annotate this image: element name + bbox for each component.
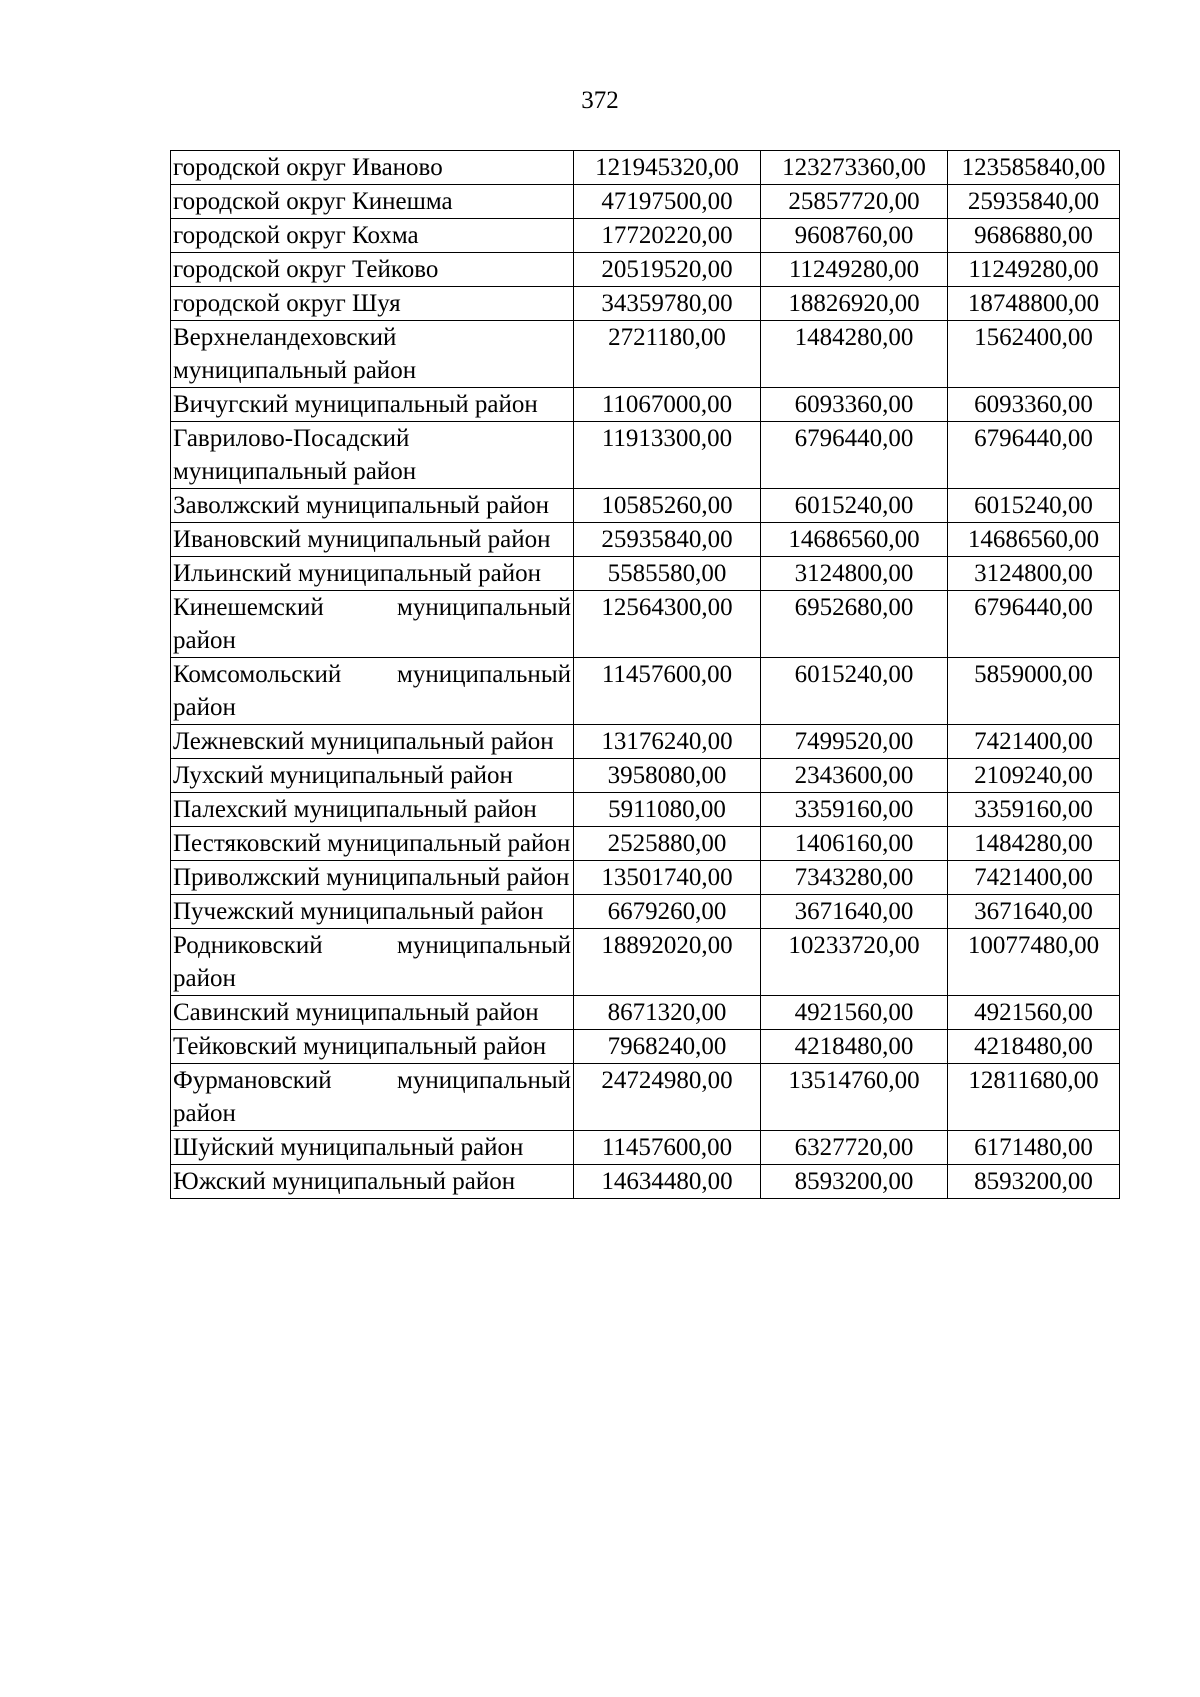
municipality-name: Родниковский муниципальный район [171,929,574,996]
value-col-3: 10077480,00 [948,929,1120,996]
table-row [171,388,1120,422]
value-col-2: 3124800,00 [761,557,948,591]
value-col-1: 11913300,00 [574,422,761,489]
value-col-3: 14686560,00 [948,523,1120,557]
value-col-1: 2721180,00 [574,321,761,388]
table-row [171,185,1120,219]
table-row [171,321,1120,388]
value-col-2: 6327720,00 [761,1131,948,1165]
value-col-1: 11067000,00 [574,388,761,422]
municipality-name: Ивановский муниципальный район [171,523,574,557]
value-col-2: 6796440,00 [761,422,948,489]
municipality-name: Приволжский муниципальный район [171,861,574,895]
value-col-1: 25935840,00 [574,523,761,557]
municipality-name: Ильинский муниципальный район [171,557,574,591]
value-col-2: 10233720,00 [761,929,948,996]
value-col-1: 6679260,00 [574,895,761,929]
table-row [171,287,1120,321]
value-col-1: 8671320,00 [574,996,761,1030]
table-row [171,658,1120,725]
value-col-1: 11457600,00 [574,1131,761,1165]
value-col-2: 13514760,00 [761,1064,948,1131]
municipality-name: Палехский муниципальный район [171,793,574,827]
value-col-3: 3359160,00 [948,793,1120,827]
table-row [171,1030,1120,1064]
value-col-2: 1406160,00 [761,827,948,861]
value-col-2: 6015240,00 [761,489,948,523]
municipality-name: Пучежский муниципальный район [171,895,574,929]
value-col-1: 2525880,00 [574,827,761,861]
value-col-3: 1562400,00 [948,321,1120,388]
value-col-2: 3359160,00 [761,793,948,827]
page-number: 372 [581,87,619,114]
value-col-3: 6171480,00 [948,1131,1120,1165]
value-col-1: 20519520,00 [574,253,761,287]
table-body [171,151,1120,1199]
value-col-1: 3958080,00 [574,759,761,793]
municipality-name: Комсомольский муниципальный район [171,658,574,725]
value-col-3: 12811680,00 [948,1064,1120,1131]
value-col-3: 9686880,00 [948,219,1120,253]
table-row [171,827,1120,861]
table-row [171,1064,1120,1131]
value-col-2: 7343280,00 [761,861,948,895]
value-col-1: 5911080,00 [574,793,761,827]
value-col-3: 3671640,00 [948,895,1120,929]
municipality-name: Фурмановский муниципальный район [171,1064,574,1131]
value-col-2: 8593200,00 [761,1165,948,1199]
value-col-3: 25935840,00 [948,185,1120,219]
table-row [171,725,1120,759]
value-col-3: 8593200,00 [948,1165,1120,1199]
value-col-3: 5859000,00 [948,658,1120,725]
value-col-1: 5585580,00 [574,557,761,591]
table-row [171,929,1120,996]
value-col-1: 7968240,00 [574,1030,761,1064]
table-row [171,219,1120,253]
table-row [171,895,1120,929]
value-col-2: 3671640,00 [761,895,948,929]
value-col-3: 6796440,00 [948,591,1120,658]
table-row [171,1165,1120,1199]
table-row [171,1131,1120,1165]
table-row [171,253,1120,287]
municipality-name: Савинский муниципальный район [171,996,574,1030]
municipality-name: Пестяковский муниципальный район [171,827,574,861]
table-row [171,759,1120,793]
value-col-1: 13501740,00 [574,861,761,895]
value-col-2: 25857720,00 [761,185,948,219]
table-row [171,523,1120,557]
value-col-3: 6796440,00 [948,422,1120,489]
municipality-name: Вичугский муниципальный район [171,388,574,422]
municipality-name: Кинешемский муниципальный район [171,591,574,658]
value-col-1: 24724980,00 [574,1064,761,1131]
municipality-name: городской округ Иваново [171,151,574,185]
budget-table [170,150,1120,1199]
value-col-1: 14634480,00 [574,1165,761,1199]
value-col-1: 12564300,00 [574,591,761,658]
table-row [171,422,1120,489]
table-row [171,996,1120,1030]
municipality-name: Гаврилово-Посадский муниципальный район [171,422,574,489]
value-col-2: 14686560,00 [761,523,948,557]
value-col-2: 123273360,00 [761,151,948,185]
municipality-name: Лежневский муниципальный район [171,725,574,759]
value-col-2: 9608760,00 [761,219,948,253]
value-col-3: 6015240,00 [948,489,1120,523]
municipality-name: Южский муниципальный район [171,1165,574,1199]
table-row [171,793,1120,827]
value-col-2: 18826920,00 [761,287,948,321]
value-col-1: 18892020,00 [574,929,761,996]
municipality-name: Верхнеландеховский муниципальный район [171,321,574,388]
value-col-3: 7421400,00 [948,861,1120,895]
value-col-3: 6093360,00 [948,388,1120,422]
municipality-name: городской округ Тейково [171,253,574,287]
value-col-1: 47197500,00 [574,185,761,219]
municipality-name: Заволжский муниципальный район [171,489,574,523]
value-col-1: 34359780,00 [574,287,761,321]
value-col-1: 121945320,00 [574,151,761,185]
value-col-2: 11249280,00 [761,253,948,287]
value-col-1: 11457600,00 [574,658,761,725]
value-col-3: 4921560,00 [948,996,1120,1030]
value-col-2: 6952680,00 [761,591,948,658]
table-row [171,489,1120,523]
value-col-1: 10585260,00 [574,489,761,523]
value-col-3: 2109240,00 [948,759,1120,793]
table-row [171,151,1120,185]
municipality-name: городской округ Кохма [171,219,574,253]
value-col-3: 11249280,00 [948,253,1120,287]
value-col-3: 1484280,00 [948,827,1120,861]
value-col-2: 4921560,00 [761,996,948,1030]
municipality-name: Шуйский муниципальный район [171,1131,574,1165]
table-row [171,591,1120,658]
value-col-1: 17720220,00 [574,219,761,253]
value-col-2: 6093360,00 [761,388,948,422]
value-col-3: 123585840,00 [948,151,1120,185]
value-col-3: 3124800,00 [948,557,1120,591]
value-col-1: 13176240,00 [574,725,761,759]
value-col-3: 4218480,00 [948,1030,1120,1064]
value-col-2: 2343600,00 [761,759,948,793]
table-row [171,557,1120,591]
table-row [171,861,1120,895]
value-col-2: 6015240,00 [761,658,948,725]
municipality-name: городской округ Шуя [171,287,574,321]
value-col-3: 18748800,00 [948,287,1120,321]
value-col-2: 7499520,00 [761,725,948,759]
municipality-name: Лухский муниципальный район [171,759,574,793]
municipality-name: городской округ Кинешма [171,185,574,219]
value-col-2: 4218480,00 [761,1030,948,1064]
value-col-3: 7421400,00 [948,725,1120,759]
municipality-name: Тейковский муниципальный район [171,1030,574,1064]
value-col-2: 1484280,00 [761,321,948,388]
